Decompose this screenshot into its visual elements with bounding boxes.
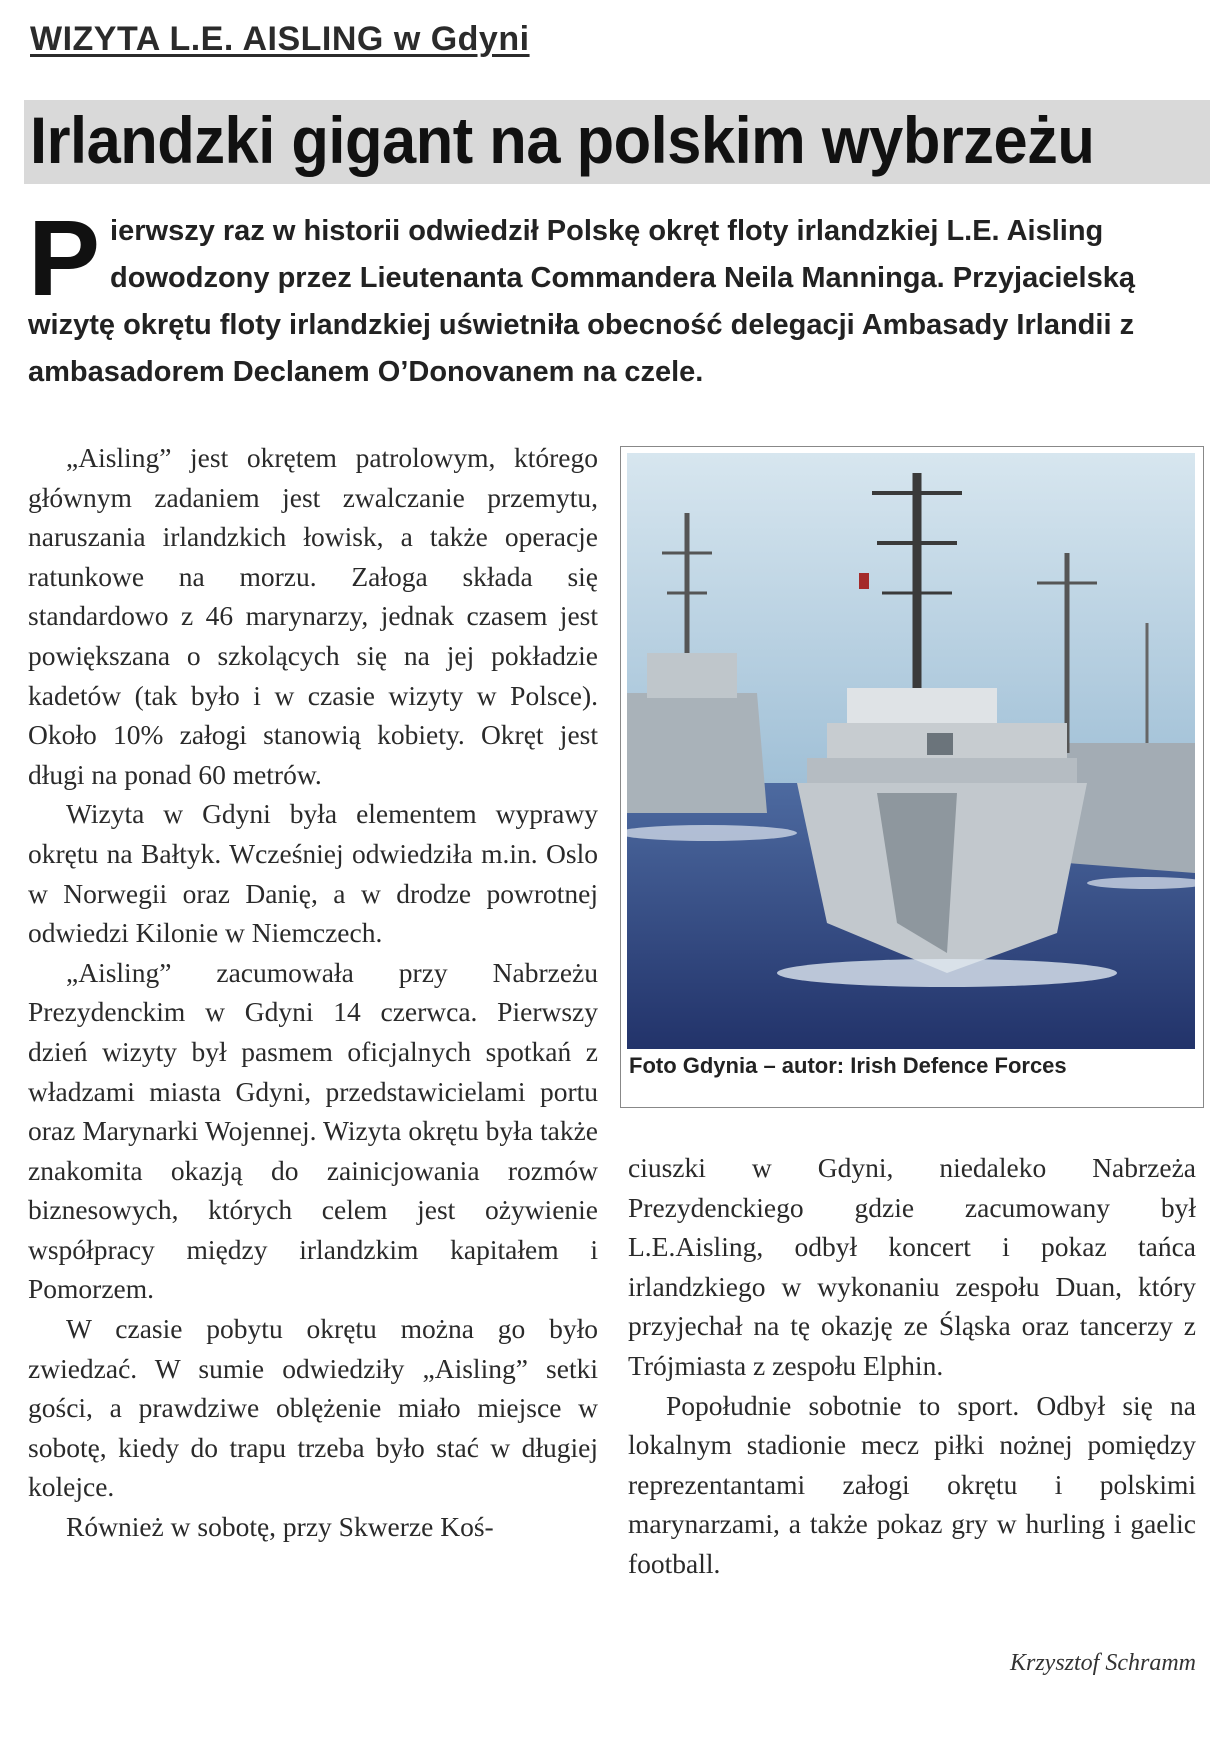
paragraph: Popołudnie sobotnie to sport. Odbył się na lokalnym stadionie mecz piłki nożnej pomiędzy reprezentantami załogi okrętu i polskimi marynarzami, a także pokaz gry w hurling i gaelic football. [628,1389,1196,1579]
kicker-title: WIZYTA L.E. AISLING w Gdyni [30,20,530,58]
paragraph: „Aisling” jest okrętem patrolowym, którego głównym zadaniem jest zwalczanie przemytu, naruszania irlandzkich łowisk, a także operacje ratunkowe na morzu. Załoga składa się standardowo z 46 marynarzy, jednak czasem jest powiększana o szkolących się na jej pokładzie kadetów (tak było i w czasie wizyty w Polsce). Około 10% załogi stanowią kobiety. Okręt jest długi na ponad 60 metrów. [28,442,598,790]
author-signature: Krzysztof Schramm [1009,1650,1196,1676]
paragraph: „Aisling” zacumowała przy Nabrzeżu Prezydenckim w Gdyni 14 czerwca. Pierwszy dzień wizyty był pasmem oficjalnych spotkań z władzami miasta Gdyni, przedstawicielami portu oraz Marynarki Wojennej. Wizyta okrętu była także znakomita okazją do zainicjowania rozmów biznesowych, których celem jest ożywienie współpracy między irlandzkim kapitałem i Pomorzem. [28,956,598,1305]
headline: Irlandzki gigant na polskim wybrzeżu [30,103,1095,177]
lead-paragraph [28,197,1178,396]
paragraph: Również w sobotę, przy Skwerze Koś- [66,1511,494,1543]
photo-caption: Foto Gdynia – autor: Irish Defence Forces [629,1053,1067,1078]
photo-frame [620,446,1204,1108]
left-column [28,438,598,1728]
ship-photo [627,453,1195,1049]
lead-text: ierwszy raz w historii odwiedził Polskę okręt floty irlandzkiej L.E. Aisling dowodzony przez Lieutenanta Commandera Neila Manninga. Przyjacielską wizytę okrętu floty irlandzkiej uświetniła obecność delegacji Ambasady Irlandii z ambasadorem Declanem O’Donovanem na czele. [28,215,1135,388]
right-column [628,1148,1196,1718]
paragraph: W czasie pobytu okrętu można go było zwiedzać. W sumie odwiedziły „Aisling” setki gości, a prawdziwe oblężenie miało miejsce w sobotę, kiedy do trapu trzeba było stać w długiej kolejce. [28,1313,598,1503]
paragraph: Wizyta w Gdyni była elementem wyprawy okrętu na Bałtyk. Wcześniej odwiedziła m.in. Oslo w Norwegii oraz Danię, a w drodze powrotnej odwiedzi Kilonie w Niemczech. [28,798,598,949]
drop-cap: P [28,197,101,318]
paragraph: ciuszki w Gdyni, niedaleko Nabrzeża Prezydenckiego gdzie zacumowany był L.E.Aisling, odbył koncert i pokaz tańca irlandzkiego w wykonaniu zespołu Duan, który przyjechał na tę okazję ze Śląska oraz tancerzy z Trójmiasta z zespołu Elphin. [628,1152,1196,1381]
